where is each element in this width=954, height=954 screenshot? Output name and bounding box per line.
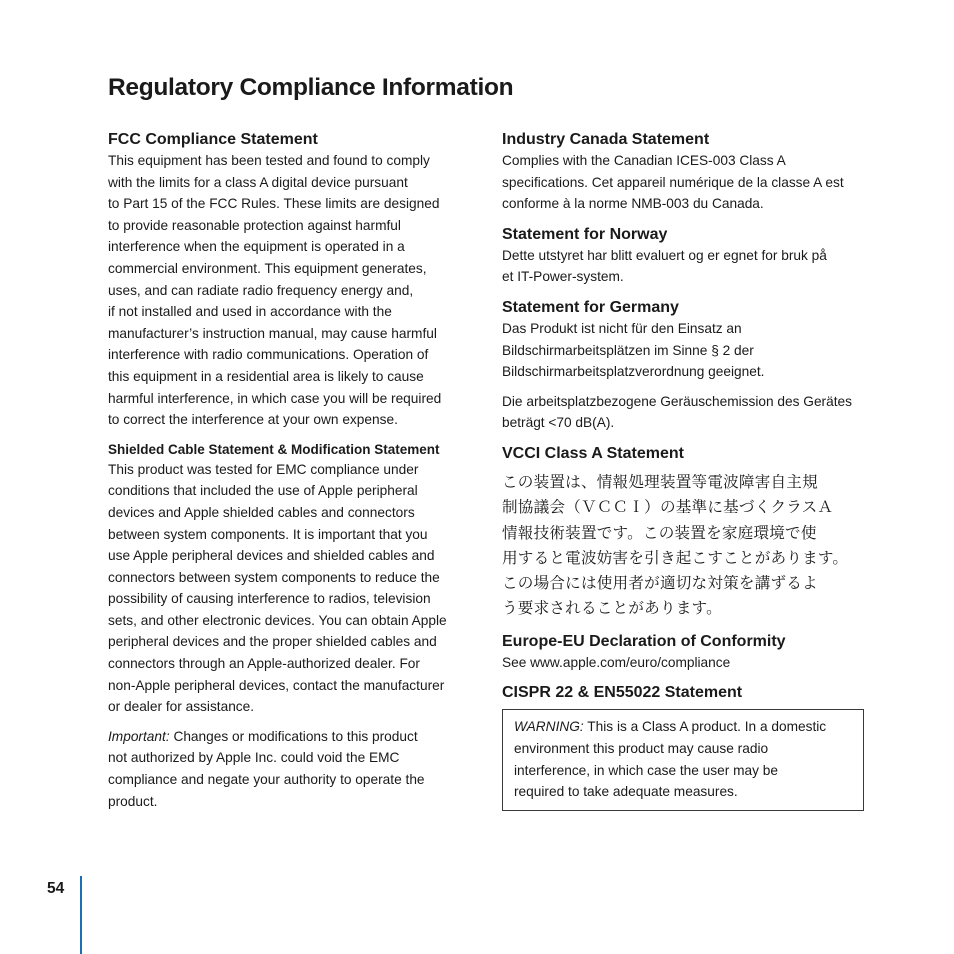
vcci-body: この装置は、情報処理装置等電波障害自主規 制協議会（ＶＣＣＩ）の基準に基づくクラスＡ 情報技術装置です。この装置を家庭環境で使 用すると電波妨害を引き起こすことがあります。 この場合には使用者が適切な対策を講ずるよ う要求されることがあります。 (502, 472, 849, 618)
warning-box (502, 709, 864, 810)
warning-paragraph (514, 716, 853, 802)
page-title: Regulatory Compliance Information (108, 74, 514, 101)
cispr-heading: CISPR 22 & EN55022 Statement (502, 684, 743, 702)
canada-heading: Industry Canada Statement (502, 131, 710, 148)
vcci-heading: VCCI Class A Statement (502, 444, 684, 462)
germany-heading: Statement for Germany (502, 298, 679, 316)
important-label: Important: (108, 728, 170, 744)
warning-label: WARNING: (514, 719, 584, 735)
germany-body-2: Die arbeitsplatzbezogene Geräuschemission des Gerätes beträgt <70 dB(A). (502, 393, 852, 431)
warning-body: This is a Class A product. In a domestic environment this product may cause radio interference, in which case the user may be required to take adequate measures. (514, 719, 827, 800)
important-paragraph (108, 726, 480, 812)
norway-heading: Statement for Norway (502, 225, 668, 243)
shielded-cable-body: This product was tested for EMC compliance under conditions that included the use of Apple peripheral devices and Apple shielded cables and connectors between system components. It is important that you use Apple peripheral devices and shielded cables and connectors between system components to reduce the possibility of causing interference to radios, television sets, and other electronic devices. You can obtain Apple peripheral devices and the proper shielded cables and connectors through an Apple-authorized dealer. For non-Apple peripheral devices, contact the manufacturer or dealer for assistance. (108, 461, 447, 715)
important-body: Changes or modifications to this product not authorized by Apple Inc. could void the EMC compliance and negate your authority to operate the product. (108, 728, 425, 809)
fcc-heading: FCC Compliance Statement (108, 131, 318, 148)
page-number: 54 (47, 880, 65, 897)
left-column (108, 130, 480, 812)
canada-body: Complies with the Canadian ICES-003 Class A specifications. Cet appareil numérique de la classe A est conforme à la norme NMB-003 du Canada. (502, 153, 844, 212)
right-column (502, 130, 874, 811)
eu-heading: Europe-EU Declaration of Conformity (502, 632, 786, 650)
page-rule (80, 876, 82, 954)
shielded-cable-heading: Shielded Cable Statement & Modification Statement (108, 441, 440, 457)
germany-body-1: Das Produkt ist nicht für den Einsatz an Bildschirmarbeitsplätzen im Sinne § 2 der Bildschirmarbeitsplatzverordnung geeignet. (502, 320, 765, 380)
norway-body: Dette utstyret har blitt evaluert og er egnet for bruk på et IT-Power-system. (502, 247, 827, 285)
fcc-body: This equipment has been tested and found to comply with the limits for a class A digital device pursuant to Part 15 of the FCC Rules. These limits are designed to provide reasonable protection against harmful interference when the equipment is operated in a commercial environment. This equipment generates, uses, and can radiate radio frequency energy and, if not installed and used in accordance with the manufacturer’s instruction manual, may cause harmful interference with radio communications. Operation of this equipment in a residential area is likely to cause harmful interference, in which case you will be required to correct the interference at your own expense. (108, 153, 442, 428)
eu-body: See www.apple.com/euro/compliance (502, 654, 731, 670)
